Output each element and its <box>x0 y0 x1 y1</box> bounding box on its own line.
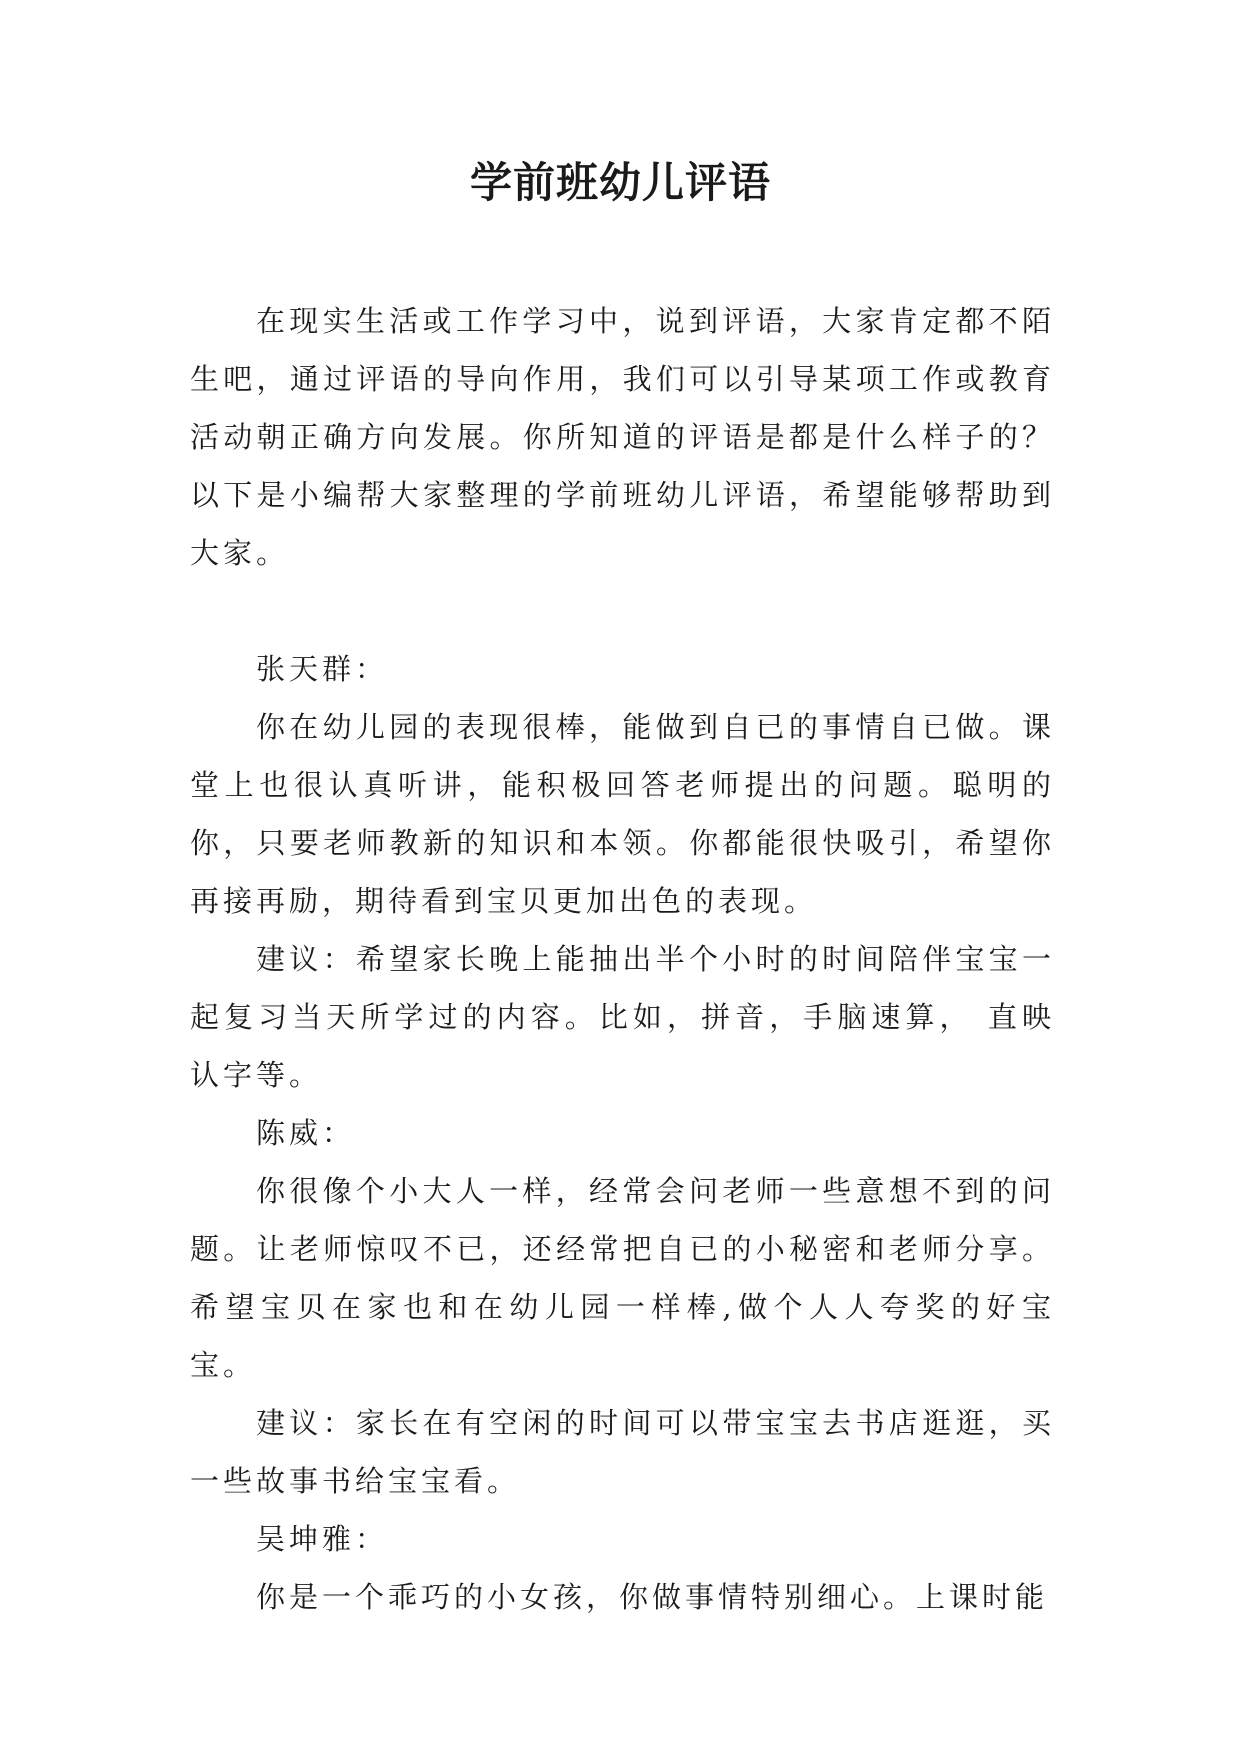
comment-zhang: 你在幼儿园的表现很棒，能做到自已的事情自已做。课堂上也很认真听讲，能积极回答老师提出的问题。聪明的你，只要老师教新的知识和本领。你都能很快吸引，希望你再接再励，期待看到宝贝更加出色的表现。 <box>190 710 1055 918</box>
student-name-chen: 陈威： <box>256 1116 356 1150</box>
student-name-zhang: 张天群： <box>256 652 389 686</box>
suggestion-zhang: 建议：希望家长晚上能抽出半个小时的时间陪伴宝宝一起复习当天所学过的内容。比如，拼音，手脑速算， 直映认字等。 <box>190 942 1055 1092</box>
comment-chen: 你很像个小大人一样，经常会问老师一些意想不到的问题。让老师惊叹不已，还经常把自已的小秘密和老师分享。希望宝贝在家也和在幼儿园一样棒,做个人人夸奖的好宝宝。 <box>190 1174 1055 1382</box>
comment-wu: 你是一个乖巧的小女孩，你做事情特别细心。上课时能 <box>256 1580 1049 1614</box>
intro-paragraph: 在现实生活或工作学习中，说到评语，大家肯定都不陌生吧，通过评语的导向作用，我们可以引导某项工作或教育活动朝正确方向发展。你所知道的评语是都是什么样子的？以下是小编帮大家整理的学前班幼儿评语，希望能够帮助到大家。 <box>190 304 1055 570</box>
student-name-wu: 吴坤雅： <box>256 1522 389 1556</box>
suggestion-chen: 建议：家长在有空闲的时间可以带宝宝去书店逛逛，买一些故事书给宝宝看。 <box>190 1406 1055 1498</box>
document-body <box>190 292 1055 1626</box>
document-title: 学前班幼儿评语 <box>469 158 771 207</box>
